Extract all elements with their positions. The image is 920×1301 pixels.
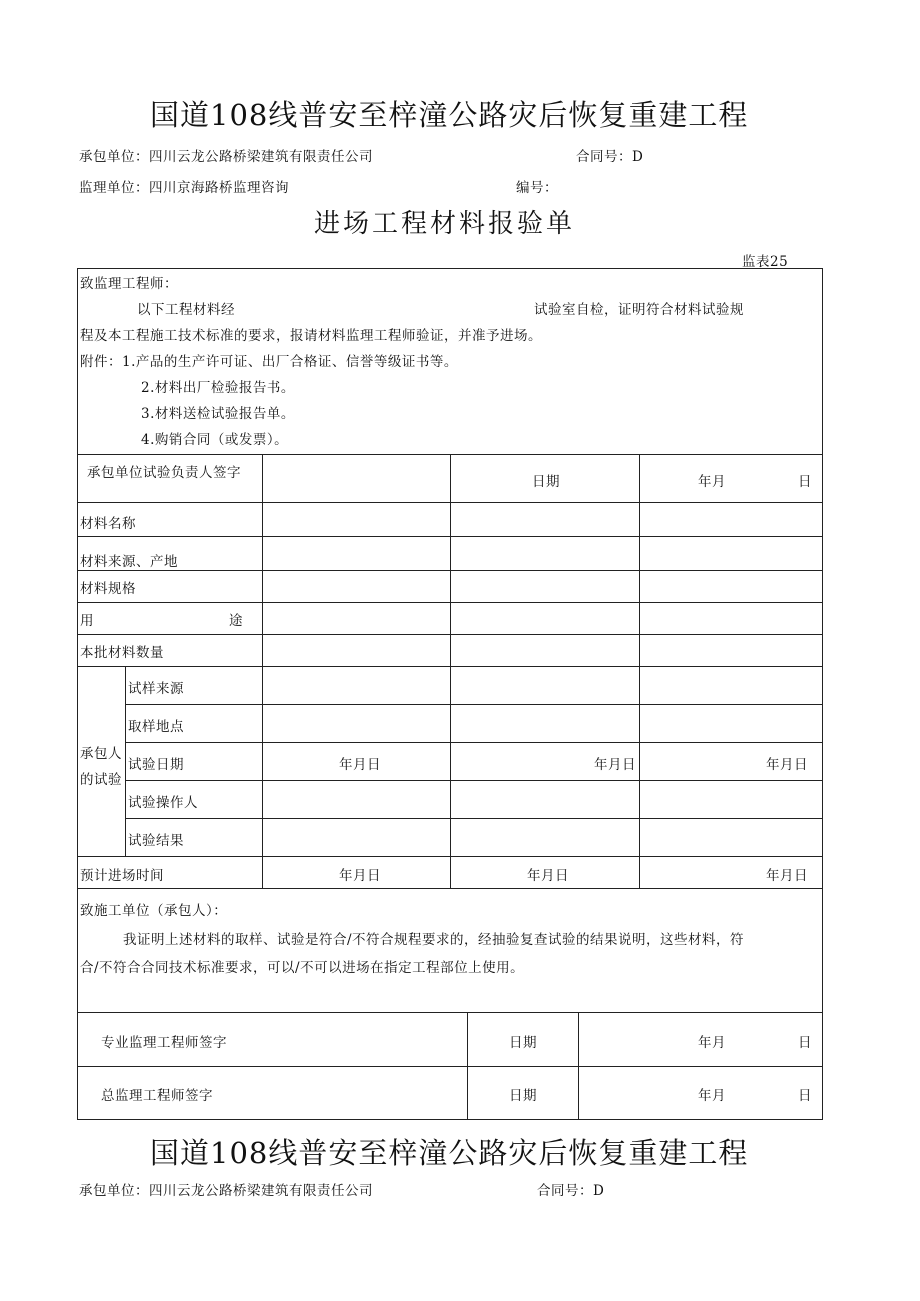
material-name-label: 材料名称 [80, 516, 136, 532]
chief-signature-label: 总监理工程师签字 [101, 1088, 213, 1104]
sample-location-label: 取样地点 [128, 719, 184, 735]
contractor-line: 承包单位：四川云龙公路桥梁建筑有限责任公司 [79, 149, 373, 165]
material-use-label-left: 用 [80, 613, 94, 629]
conclusion-line1: 我证明上述材料的取样、试验是符合/不符合规程要求的，经抽验复查试验的结果说明，这些材料，符 [123, 932, 745, 948]
test-date-2: 年月日 [594, 757, 636, 773]
conclusion-line2: 合/不符合合同技术标准要求，可以/不可以进场在指定工程部位上使用。 [80, 960, 525, 976]
form-title: 进场工程材料报验单 [314, 209, 576, 239]
test-group-label-2: 的试验 [80, 772, 122, 788]
arrival-label: 预计进场时间 [80, 868, 164, 884]
test-group-label-1: 承包人 [80, 746, 122, 762]
quantity-label: 本批材料数量 [80, 645, 164, 661]
material-spec-label: 材料规格 [80, 581, 136, 597]
attachment-2: 2.材料出厂检验报告书。 [141, 380, 295, 396]
chief-year-month: 年月 [698, 1088, 726, 1104]
signer-day: 日 [798, 474, 812, 490]
arrival-date-1: 年月日 [339, 868, 381, 884]
arrival-date-2: 年月日 [527, 868, 569, 884]
project-title: 国道108线普安至梓潼公路灾后恢复重建工程 [150, 98, 749, 132]
signer-year-month: 年月 [698, 474, 726, 490]
intro-line1-left: 以下工程材料经 [137, 302, 235, 318]
serial-number: 编号： [516, 180, 558, 196]
project-title-2: 国道108线普安至梓潼公路灾后恢复重建工程 [150, 1136, 749, 1170]
specialist-date-label: 日期 [509, 1035, 537, 1051]
intro-line2: 程及本工程施工技术标准的要求，报请材料监理工程师验证，并准予进场。 [80, 328, 542, 344]
attachment-4: 4.购销合同（或发票）。 [141, 432, 289, 448]
greeting: 致监理工程师： [80, 276, 178, 292]
attachment-1: 附件：1.产品的生产许可证、出厂合格证、信誉等级证书等。 [80, 354, 458, 370]
signer-date-label: 日期 [532, 474, 560, 490]
specialist-day: 日 [798, 1035, 812, 1051]
inspection-form [77, 268, 823, 1120]
contractor-line-2: 承包单位：四川云龙公路桥梁建筑有限责任公司 [79, 1183, 373, 1199]
material-source-label: 材料来源、产地 [80, 554, 178, 570]
operator-label: 试验操作人 [128, 795, 198, 811]
material-use-label-right: 途 [229, 613, 243, 629]
intro-line1-right: 试验室自检，证明符合材料试验规 [534, 302, 744, 318]
specialist-year-month: 年月 [698, 1035, 726, 1051]
signer-label: 承包单位试验负责人签字 [87, 465, 241, 481]
chief-day: 日 [798, 1088, 812, 1104]
test-date-label: 试验日期 [128, 757, 184, 773]
sample-source-label: 试样来源 [128, 681, 184, 697]
test-date-3: 年月日 [766, 757, 808, 773]
specialist-signature-label: 专业监理工程师签字 [101, 1035, 227, 1051]
chief-date-label: 日期 [509, 1088, 537, 1104]
conclusion-to: 致施工单位（承包人）： [80, 903, 228, 919]
result-label: 试验结果 [128, 833, 184, 849]
arrival-date-3: 年月日 [766, 868, 808, 884]
contract-number-2: 合同号：D [537, 1183, 605, 1199]
supervisor-line: 监理单位：四川京海路桥监理咨询 [79, 180, 289, 196]
form-code: 监表25 [742, 254, 789, 270]
test-date-1: 年月日 [339, 757, 381, 773]
attachment-3: 3.材料送检试验报告单。 [141, 406, 295, 422]
contract-number: 合同号：D [576, 149, 644, 165]
